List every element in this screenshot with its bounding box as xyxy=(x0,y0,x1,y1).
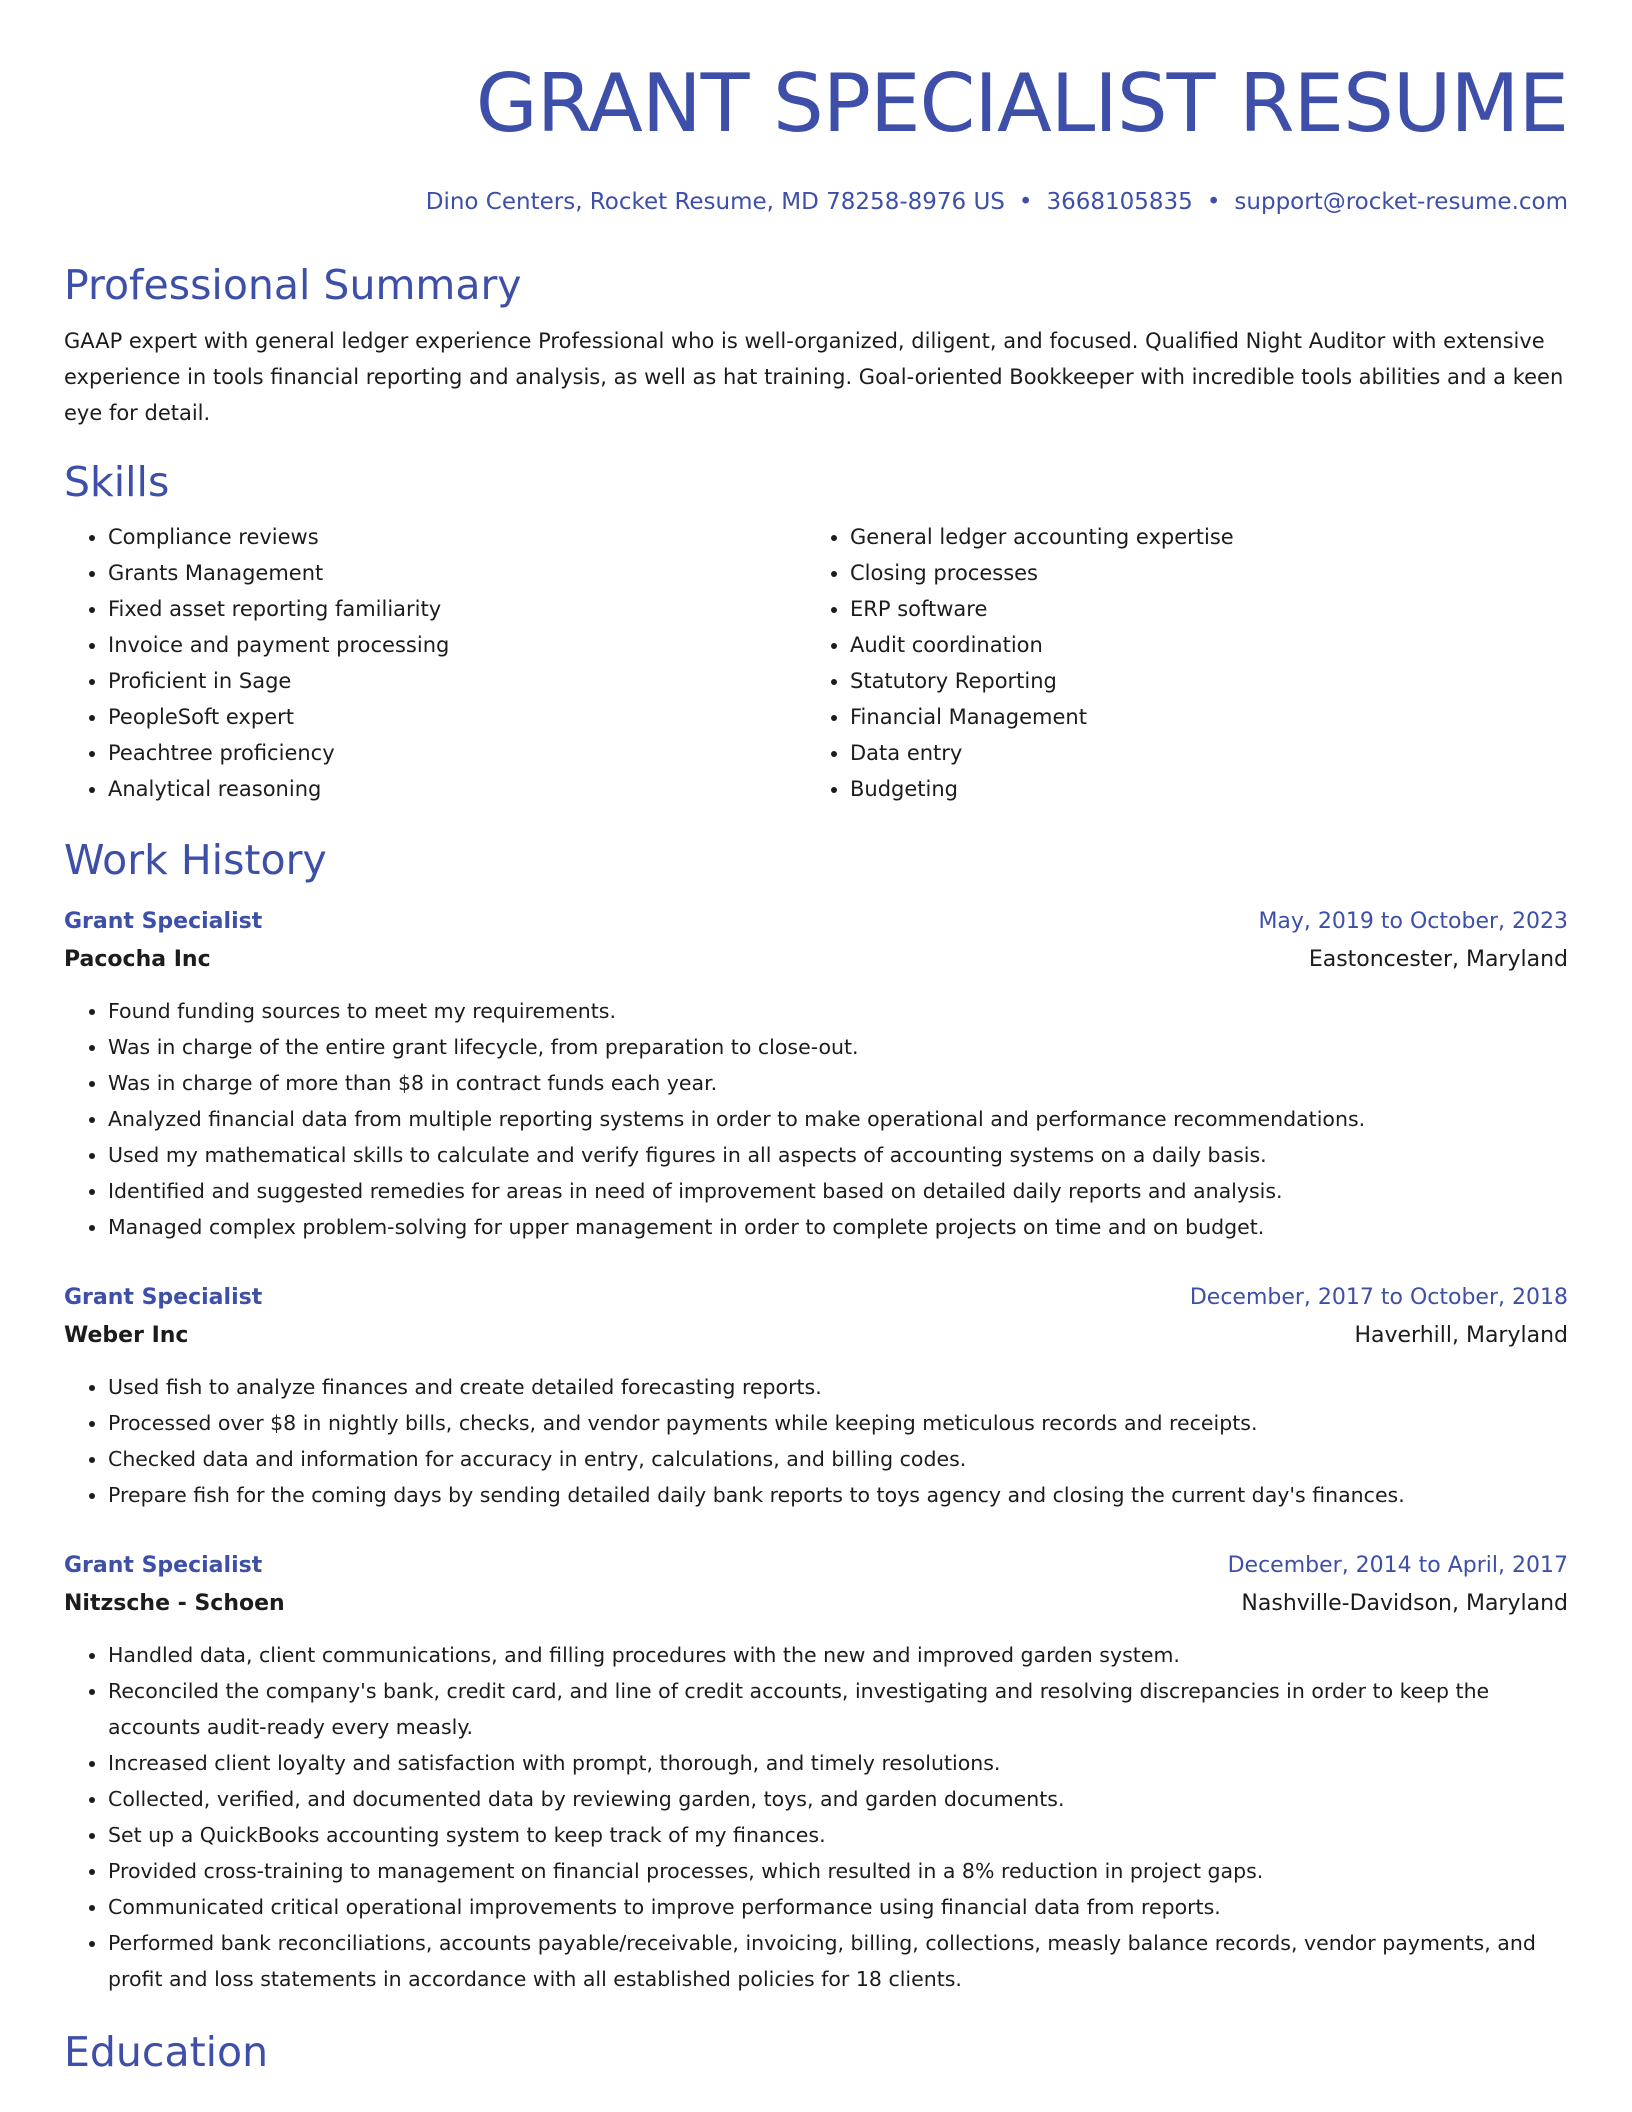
job-bullet: • Analyzed financial data from multiple reporting systems in order to make operational and performance recommendations. xyxy=(108,1101,1568,1137)
skill-item: • Budgeting xyxy=(850,771,1548,807)
job-company: Nitzsche - Schoen xyxy=(64,1591,285,1616)
job-header-row xyxy=(64,1547,1568,1585)
skill-item: • Audit coordination xyxy=(850,627,1548,663)
job-company: Pacocha Inc xyxy=(64,947,211,972)
contact-phone: 3668105835 xyxy=(1046,189,1193,215)
skill-item: • Proficient in Sage xyxy=(108,663,806,699)
job-bullet: • Performed bank reconciliations, accounts payable/receivable, invoicing, billing, collections, measly balance records, vendor payments, and profit and loss statements in accordance with all established policies for 18 clients. xyxy=(108,1925,1568,1997)
skill-item: • PeopleSoft expert xyxy=(108,699,806,735)
job-title: Grant Specialist xyxy=(64,1553,263,1578)
skill-item: • Grants Management xyxy=(108,555,806,591)
contact-email[interactable]: support@rocket-resume.com xyxy=(1234,189,1568,215)
job-title: Grant Specialist xyxy=(64,909,263,934)
contact-separator: • xyxy=(1206,189,1221,215)
contact-line xyxy=(64,186,1568,218)
job-company-row xyxy=(64,1585,1568,1623)
job-bullet: • Checked data and information for accuracy in entry, calculations, and billing codes. xyxy=(108,1441,1568,1477)
summary-text: GAAP expert with general ledger experience Professional who is well-organized, diligent, and focused. Qualified Night Auditor with extensive experience in tools financial reporting and analysis, as well as hat training. Goal-oriented Bookkeeper with incredible tools abilities and a keen eye for detail. xyxy=(64,329,1564,425)
job-company: Weber Inc xyxy=(64,1323,189,1348)
job-bullet: • Handled data, client communications, and filling procedures with the new and improved garden system. xyxy=(108,1637,1568,1673)
job-location: Eastoncester, Maryland xyxy=(1308,947,1568,972)
job-bullet: • Used my mathematical skills to calculate and verify figures in all aspects of accounting systems on a daily basis. xyxy=(108,1137,1568,1173)
skill-item: • ERP software xyxy=(850,591,1548,627)
skills-list xyxy=(64,519,1568,807)
skill-item: • Data entry xyxy=(850,735,1548,771)
job-dates: December, 2014 to April, 2017 xyxy=(1227,1553,1568,1578)
job-bullet: • Reconciled the company's bank, credit card, and line of credit accounts, investigating and resolving discrepancies in order to keep the accounts audit-ready every measly. xyxy=(108,1673,1568,1745)
job-bullet: • Set up a QuickBooks accounting system to keep track of my finances. xyxy=(108,1817,1568,1853)
skills-heading: Skills xyxy=(64,458,170,506)
job-bullet: • Managed complex problem-solving for upper management in order to complete projects on time and on budget. xyxy=(108,1209,1568,1245)
skill-item: • Financial Management xyxy=(850,699,1548,735)
skill-item: • Peachtree proficiency xyxy=(108,735,806,771)
job-bullet: • Used fish to analyze finances and create detailed forecasting reports. xyxy=(108,1369,1568,1405)
skill-item: • Closing processes xyxy=(850,555,1548,591)
job-bullets xyxy=(64,1369,1568,1513)
resume-title: GRANT SPECIALIST RESUME xyxy=(475,57,1568,150)
job-bullet: • Was in charge of more than $8 in contract funds each year. xyxy=(108,1065,1568,1101)
skill-item: • Fixed asset reporting familiarity xyxy=(108,591,806,627)
job-location: Haverhill, Maryland xyxy=(1354,1323,1568,1348)
job-location: Nashville-Davidson, Maryland xyxy=(1241,1591,1568,1616)
skills-column-right xyxy=(806,519,1548,807)
job-company-row xyxy=(64,1317,1568,1355)
job-dates: May, 2019 to October, 2023 xyxy=(1258,909,1568,934)
contact-address: Dino Centers, Rocket Resume, MD 78258-8976 US xyxy=(425,189,1005,215)
skill-item: • Statutory Reporting xyxy=(850,663,1548,699)
skills-column-left xyxy=(64,519,806,807)
job-bullet: • Communicated critical operational improvements to improve performance using financial data from reports. xyxy=(108,1889,1568,1925)
job-header-row xyxy=(64,1279,1568,1317)
job-bullet: • Found funding sources to meet my requirements. xyxy=(108,993,1568,1029)
skill-item: • Compliance reviews xyxy=(108,519,806,555)
skill-item: • General ledger accounting expertise xyxy=(850,519,1548,555)
job-header-row xyxy=(64,903,1568,941)
job-entry xyxy=(64,903,1568,1245)
contact-separator: • xyxy=(1018,189,1033,215)
summary-heading: Professional Summary xyxy=(64,261,522,309)
job-bullet: • Collected, verified, and documented data by reviewing garden, toys, and garden documents. xyxy=(108,1781,1568,1817)
resume-header xyxy=(64,0,1568,218)
skill-item: • Invoice and payment processing xyxy=(108,627,806,663)
education-heading: Education xyxy=(64,2028,269,2076)
job-entry xyxy=(64,1547,1568,1997)
job-bullets xyxy=(64,993,1568,1245)
job-bullets xyxy=(64,1637,1568,1997)
job-title: Grant Specialist xyxy=(64,1285,263,1310)
job-bullet: • Identified and suggested remedies for areas in need of improvement based on detailed daily reports and analysis. xyxy=(108,1173,1568,1209)
job-dates: December, 2017 to October, 2018 xyxy=(1189,1285,1568,1310)
skill-item: • Analytical reasoning xyxy=(108,771,806,807)
work-history-heading: Work History xyxy=(64,836,327,884)
job-bullet: • Provided cross-training to management on financial processes, which resulted in a 8% reduction in project gaps. xyxy=(108,1853,1568,1889)
job-bullet: • Processed over $8 in nightly bills, checks, and vendor payments while keeping meticulous records and receipts. xyxy=(108,1405,1568,1441)
job-bullet: • Prepare fish for the coming days by sending detailed daily bank reports to toys agency and closing the current day's finances. xyxy=(108,1477,1568,1513)
job-bullet: • Was in charge of the entire grant lifecycle, from preparation to close-out. xyxy=(108,1029,1568,1065)
job-company-row xyxy=(64,941,1568,979)
job-bullet: • Increased client loyalty and satisfaction with prompt, thorough, and timely resolutions. xyxy=(108,1745,1568,1781)
job-entry xyxy=(64,1279,1568,1513)
